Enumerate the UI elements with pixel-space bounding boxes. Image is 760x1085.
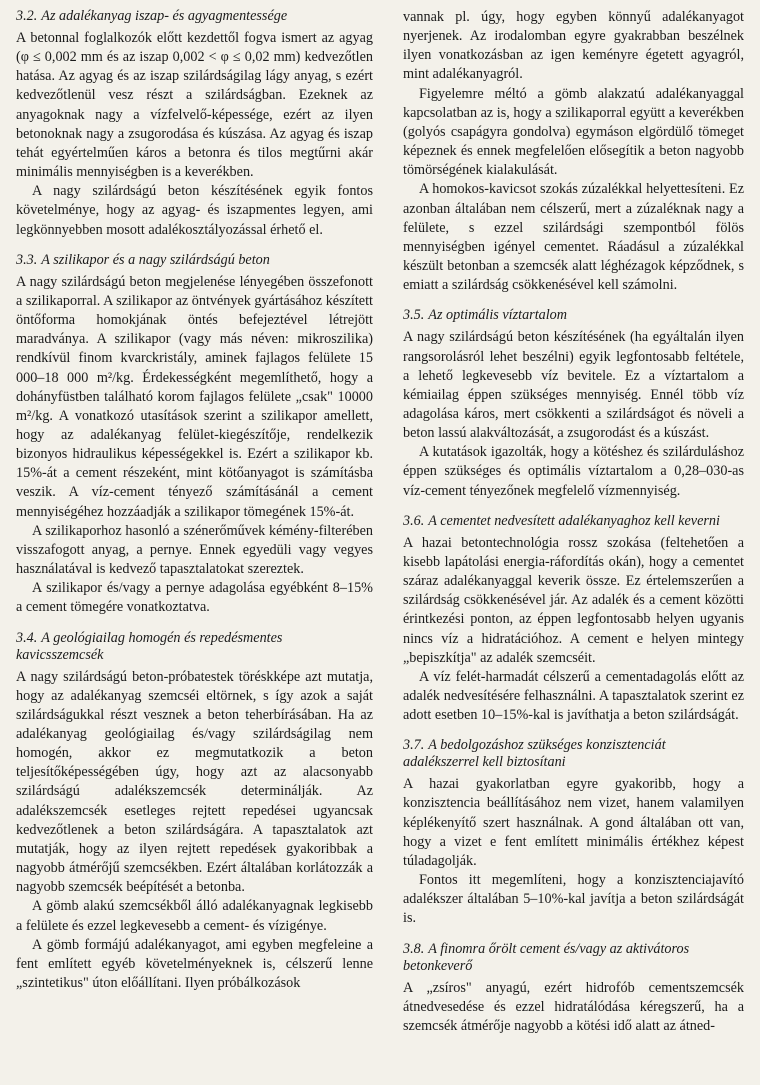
- paragraph: A nagy szilárdságú beton-próbatestek töréskképe azt mutatja, hogy az adalékanyag szemcséi eltörnek, s így azok a saját szilárdságukkal részt vesznek a beton teherbírásában. Ha az adalékanyag geológiailag és/vagy szilárdságilag nem homogén, akkor ez megmutatkozik a beton teljesítőképességében úgy, hogy azt az alacsonyabb szilárdságú adalékszemcsék determinálják. Az adalékszemcsék esetleges rejtett repedései ugyancsak kedvezőtlenek a beton szilárdságára. A tapasztalatok azt mutatják, hogy az ilyen rejtett repedések gyakoribbak a nagyobb átmérőjű szemcsékben. Ezért általában korlátozzák a nagyobb szemcsék beépítését a betonba.: [16, 668, 373, 896]
- section-heading: 3.2. Az adalékanyag iszap- és agyagmentessége: [16, 8, 288, 24]
- section-3-8: [403, 941, 744, 1036]
- paragraph: Fontos itt megemlíteni, hogy a konzisztenciajavító adalékszer általában 5–10%-kal javítja a beton szilárdságát is.: [403, 872, 744, 927]
- section-heading: 3.8. A finomra őrölt cement és/vagy az aktivátoros betonkeverő: [403, 940, 690, 974]
- paragraph: A szilikapor és/vagy a pernye adagolása egyébként 8–15% a cement tömegére vonatkoztatva.: [16, 580, 373, 616]
- section-heading: 3.3. A szilikapor és a nagy szilárdságú beton: [16, 251, 270, 268]
- paragraph: Figyelemre méltó a gömb alakzatú adalékanyaggal kapcsolatban az is, hogy a szilikaporral együtt a keverékben (golyós csapágyra gondolva) egymáson elgördülő tömeget képeznek és ennek megfelelően elősegítik a beton nagyobb tömörségének kialakulását.: [403, 85, 744, 179]
- section-3-6: [403, 513, 744, 726]
- paragraph: A nagy szilárdságú beton készítésének egyik fontos követelménye, hogy az agyag- és iszapmentes legyen, ami legkönnyebben mosott adalékosztályozással érhető el.: [16, 183, 373, 238]
- paragraph: vannak pl. úgy, hogy egyben könnyű adalékanyagot nyerjenek. Az irodalomban egyre gyakrabban beszélnek ilyen vonatkozásban az igen keményre égetett agyagról, mint adalékanyagról.: [403, 9, 744, 83]
- section-heading: 3.5. Az optimális víztartalom: [403, 307, 568, 324]
- paragraph: A hazai betontechnológia rossz szokása (feltehetően a kisebb lapátolási energia-ráfordítás okán), hogy a cementet száraz adalékanyaggal keverik össze. Ez értelemszerűen a szilárdság csökkenésével jár. Az adalék és a cement közötti érintkezési ponton, az éppen legfontosabb helyen ugyanis nincs víz a hidratációhoz. A cement e helyen mintegy „bepiszkítja" az adalék szemcséit.: [403, 534, 744, 666]
- left-column: [16, 8, 373, 1085]
- paragraph: A gömb alakú szemcsékből álló adalékanyagnak legkisebb a felülete és ezzel legkevesebb a cement- és vízigénye.: [16, 898, 373, 934]
- paragraph: A szilikaporhoz hasonló a szénerőművek kémény-filterében visszafogott anyag, a pernye. Ennek egyedüli vagy vegyes használatával is kedvező tapasztalatokat szereztek.: [16, 522, 373, 578]
- paragraph: A „zsíros" anyagú, ezért hidrofób cementszemcsék átnedvesedése és ezzel hidratálódása kéregszerű, ha a szemcsék átmérője nagyobb a kötési idő alatt az átned-: [403, 979, 744, 1034]
- section-heading: 3.4. A geológiailag homogén és repedésmentes kavicsszemcsék: [16, 629, 283, 663]
- section-3-5: [403, 307, 744, 500]
- section-3-3: [16, 252, 373, 618]
- paragraph: A nagy szilárdságú beton megjelenése lényegében összefonott a szilikaporral. A szilikapor az öntvények gyártásához készített öntőforma homokjának öntés befejeztével létrejött maradványa. A szilikapor (vagy más néven: mikroszilika) rendkívül finom kvarckristály, aminek fajlagos felülete 15 000–18 000 m²/kg. Érdekességként megemlíthető, hogy a dohányfüstben található korom fajlagos felülete „csak" 10000 m²/kg. A vonatkozó utasítások szerint a szilikapor amellett, hogy az adalékanyag felület-kiegészítője, rendelkezik bizonyos hidraulikus képességekkel is. Ezért a szilikapor kb. 15%-át a cement részeként, mint kötőanyagot is számításba veszik. A víz-cement tényező számításánál a cement mennyiségéhez hozzáadják a szilikapor tömegének 15%-át.: [16, 273, 373, 520]
- paragraph: A nagy szilárdságú beton készítésének (ha egyáltalán ilyen rangsorolásról lehet beszélni) egyik legfontosabb feltétele, a lehető legkevesebb víz bevitele. Ez a víztartalom a kémiailag éppen szükséges mennyiség. Ennél több víz adagolása káros, mert csökkenti a szilárdságot és növeli a beton lassú alakváltozását, a zsugorodást és a kúszást.: [403, 329, 744, 442]
- section-heading: 3.6. A cementet nedvesített adalékanyaghoz kell keverni: [403, 512, 720, 529]
- paragraph: A betonnal foglalkozók előtt kezdettől fogva ismert az agyag (φ ≤ 0,002 mm és az iszap 0,002 < φ ≤ 0,02 mm) kedvezőtlen hatása. Az agyag és az iszap szilárdságilag lágy anyag, s ezért kedvezőtlenül vesz részt a szilárdságban. Ezeknek az anyagoknak nagy a vízfelvelő-képessége, ezért az ilyen betonoknak nagy a zsugorodása és kúszása. Az agyag és iszap tehát egyértelműen káros a betonra és tilos megtűrni akár minimális mennyiségben is a keverékben.: [16, 30, 373, 181]
- paragraph: A gömb formájú adalékanyagot, ami egyben megfeleine a fent említett egyéb követelményeknek is, célszerű lenne „szintetikus" úton előállítani. Ilyen próbálkozások: [16, 936, 373, 992]
- section-3-4-continued: [403, 8, 744, 295]
- paragraph: A víz felét-harmadát célszerű a cementadagolás előtt az adalék nedvesítésére felhasználni. A tapasztalatok szerint ez adott esetben 10–15%-kal is javíthatja a beton szilárdságát.: [403, 668, 744, 724]
- paragraph: A kutatások igazolták, hogy a kötéshez és szilárduláshoz éppen szükséges és optimális víztartalom a 0,28–030-as víz-cement tényezőnek megfelelő vízmennyiség.: [403, 444, 744, 499]
- right-column: [403, 8, 744, 1085]
- paragraph: A hazai gyakorlatban egyre gyakoribb, hogy a konzisztencia beállításához nem vizet, hanem valamilyen képlékenyítő szert használnak. A gond általában ott van, hogy a vizet e fent említett minimális értékhez képest túladagolják.: [403, 776, 744, 869]
- section-3-7: [403, 737, 744, 928]
- section-heading: 3.7. A bedolgozáshoz szükséges konzisztenciát adalékszerrel kell biztosítani: [403, 737, 666, 771]
- section-3-2: [16, 8, 373, 240]
- section-3-4: [16, 630, 373, 994]
- paragraph: A homokos-kavicsot szokás zúzalékkal helyettesíteni. Ez azonban általában nem célszerű, mert a zúzaléknak nagy a felülete, s ezzel szilárdsági szempontból fölös mennyiségben igényel cementet. Ráadásul a zúzalékkal készült betonban a szemcsék alatt léghézagok képződnek, s emiatt a szilárdság csökkenésével kell számolni.: [403, 181, 744, 294]
